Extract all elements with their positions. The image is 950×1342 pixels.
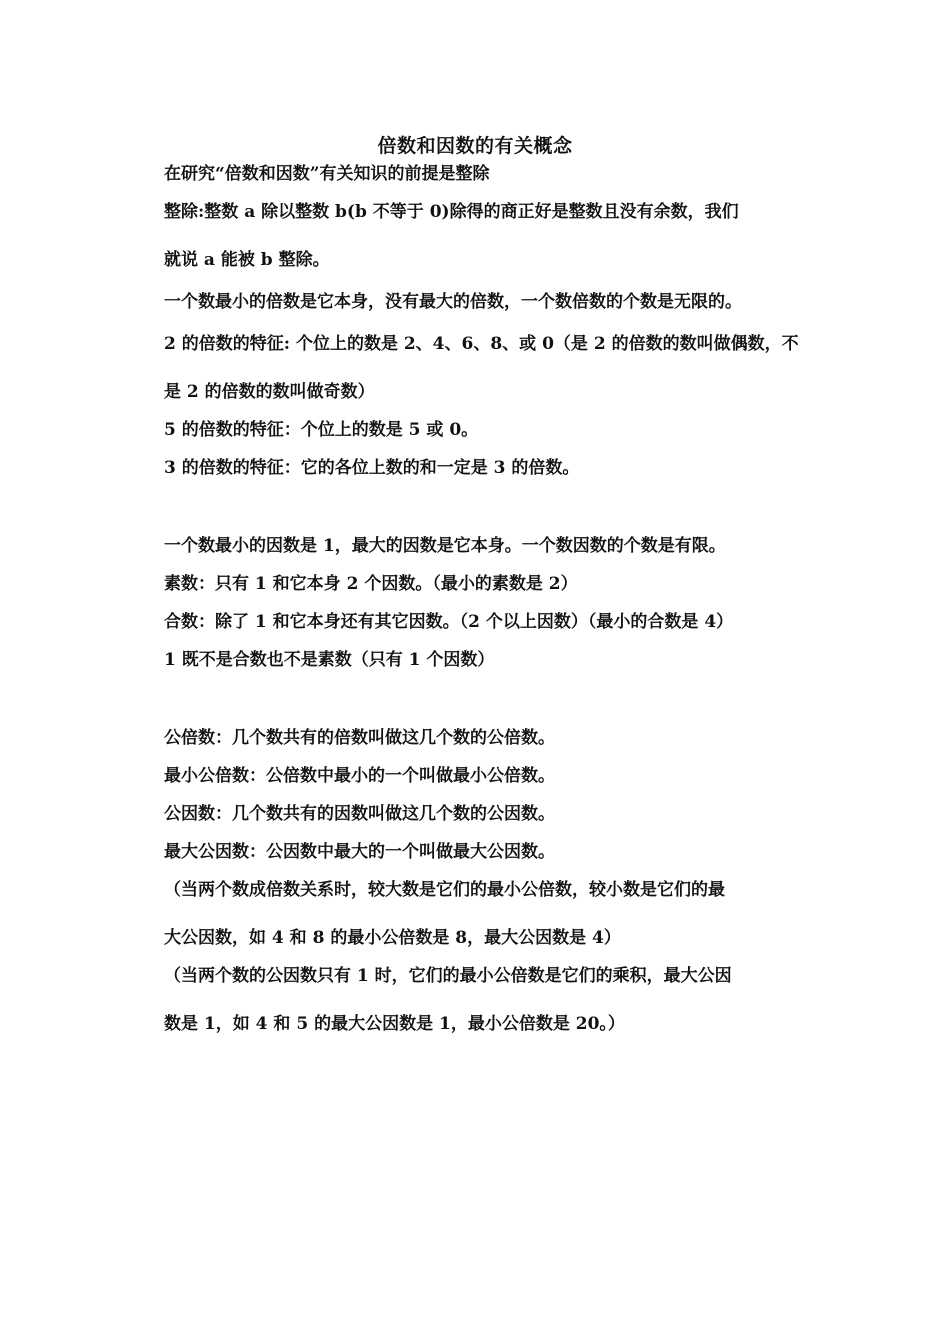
- text-line: 2 的倍数的特征: 个位上的数是 2、4、6、8、或 0（是 2 的倍数的数叫做偶数，不: [164, 334, 799, 354]
- text-line: 合数：除了 1 和它本身还有其它因数。（2 个以上因数）（最小的合数是 4）: [164, 612, 734, 632]
- text-line: 公倍数：几个数共有的倍数叫做这几个数的公倍数。: [164, 728, 555, 748]
- text-line: 素数：只有 1 和它本身 2 个因数。（最小的素数是 2）: [164, 574, 578, 594]
- page-title: 倍数和因数的有关概念: [377, 135, 573, 157]
- text-line: 5 的倍数的特征：个位上的数是 5 或 0。: [164, 420, 479, 440]
- text-line: 最小公倍数：公倍数中最小的一个叫做最小公倍数。: [164, 766, 555, 786]
- text-line: （当两个数的公因数只有 1 时，它们的最小公倍数是它们的乘积，最大公因: [164, 966, 732, 986]
- text-line: 最大公因数：公因数中最大的一个叫做最大公因数。: [164, 842, 555, 862]
- text-line: 公因数：几个数共有的因数叫做这几个数的公因数。: [164, 804, 555, 824]
- text-line: 大公因数，如 4 和 8 的最小公倍数是 8，最大公因数是 4）: [164, 928, 621, 948]
- document-body: [164, 162, 804, 1036]
- text-line: 数是 1，如 4 和 5 的最大公因数是 1，最小公倍数是 20。）: [164, 1014, 625, 1034]
- text-line: 在研究“倍数和因数”有关知识的前提是整除: [164, 164, 490, 184]
- text-line: 一个数最小的因数是 1，最大的因数是它本身。一个数因数的个数是有限。: [164, 536, 726, 556]
- text-line: 一个数最小的倍数是它本身，没有最大的倍数，一个数倍数的个数是无限的。: [164, 292, 742, 312]
- text-line: 就说 a 能被 b 整除。: [164, 250, 330, 270]
- text-line: 3 的倍数的特征：它的各位上数的和一定是 3 的倍数。: [164, 458, 580, 478]
- text-line: （当两个数成倍数关系时，较大数是它们的最小公倍数，较小数是它们的最: [164, 880, 725, 900]
- text-line: 是 2 的倍数的数叫做奇数）: [164, 382, 375, 402]
- text-line: 整除:整数 a 除以整数 b(b 不等于 0)除得的商正好是整数且没有余数，我们: [164, 202, 739, 222]
- text-line: 1 既不是合数也不是素数（只有 1 个因数）: [164, 650, 495, 670]
